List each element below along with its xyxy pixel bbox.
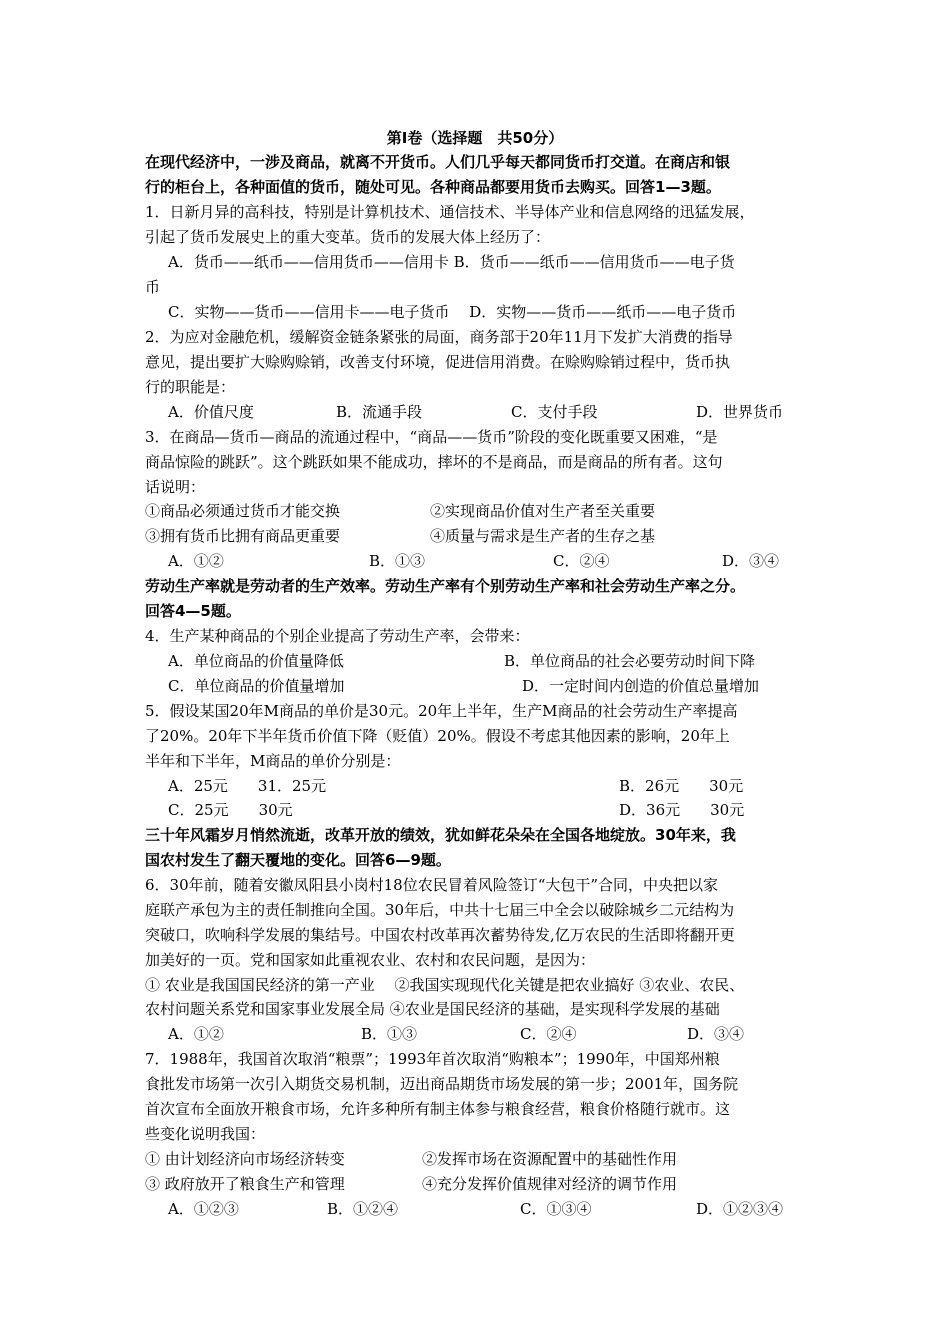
question-5-option-b: B．26元 30元 [619, 777, 744, 795]
question-3-item: ③拥有货币比拥有商品更重要 [145, 527, 341, 545]
question-6-stem: 农村问题关系党和国家事业发展全局 ④农业是国民经济的基础，是实现科学发展的基础 [145, 1000, 720, 1018]
question-1-option: A．货币——纸币——信用货币——信用卡 B．货币——纸币——信用货币——电子货 [168, 253, 735, 271]
question-3-item: ①商品必须通过货币才能交换 [145, 502, 341, 520]
question-3-option-a: A．①② [168, 552, 224, 570]
question-6-stem: 突破口，吹响科学发展的集结号。中国农村改革再次蓄势待发,亿万农民的生活即将翻开更 [145, 926, 735, 944]
question-2-option-b: B．流通手段 [336, 403, 423, 421]
question-4-stem: 4．生产某种商品的个别企业提高了劳动生产率，会带来： [145, 627, 530, 645]
question-4-option-b: B．单位商品的社会必要劳动时间下降 [504, 652, 756, 670]
question-3-option-c: C．②④ [553, 552, 610, 570]
question-7-item: ③ 政府放开了粮食生产和管理 [145, 1175, 345, 1193]
intro-line: 回答4—5题。 [145, 602, 241, 620]
question-7-stem: 7．1988年，我国首次取消“粮票”；1993年首次取消“购粮本”；1990年，中国郑州粮 [145, 1050, 720, 1068]
question-5-stem: 了20%。20年下半年货币价值下降（贬值）20%。假设不考虑其他因素的影响，20年上 [145, 727, 730, 745]
question-2-option-a: A．价值尺度 [168, 403, 254, 421]
question-7-item: ②发挥市场在资源配置中的基础性作用 [422, 1150, 678, 1168]
intro-line: 国农村发生了翻天覆地的变化。回答6—9题。 [145, 851, 451, 869]
question-2-stem: 意见，提出要扩大赊购赊销，改善支付环境，促进信用消费。在赊购赊销过程中，货币执 [145, 353, 731, 371]
question-7-item: ④充分发挥价值规律对经济的调节作用 [422, 1175, 678, 1193]
intro-line: 行的柜台上，各种面值的货币，随处可见。各种商品都要用货币去购买。回答1—3题。 [145, 178, 721, 196]
question-7-stem: 首次宣布全面放开粮食市场，允许多种所有制主体参与粮食经营，粮食价格随行就市。这 [145, 1100, 731, 1118]
intro-line: 在现代经济中，一涉及商品，就离不开货币。人们几乎每天都同货币打交道。在商店和银 [145, 153, 731, 171]
question-7-option-b: B．①②④ [327, 1200, 399, 1218]
question-3-stem: 商品惊险的跳跃”。这个跳跃如果不能成功，摔坏的不是商品，而是商品的所有者。这句 [145, 453, 723, 471]
question-6-stem: 6．30年前，随着安徽凤阳县小岗村18位农民冒着风险签订“大包干”合同，中央把以家 [145, 876, 719, 894]
question-6-stem: 庭联产承包为主的责任制推向全国。30年后，中共十七届三中全会以破除城乡二元结构为 [145, 901, 735, 919]
question-5-stem: 5．假设某国20年M商品的单价是30元。20年上半年，生产M商品的社会劳动生产率提高 [145, 702, 738, 720]
question-2-option-d: D．世界货币 [696, 403, 784, 421]
question-2-option-c: C．支付手段 [511, 403, 598, 421]
question-6-option-b: B．①③ [361, 1025, 418, 1043]
question-6-option-d: D．③④ [687, 1025, 745, 1043]
question-7-option-d: D．①②③④ [696, 1200, 784, 1218]
question-2-stem: 2．为应对金融危机，缓解资金链条紧张的局面，商务部于20年11月下发扩大消费的指导 [145, 328, 733, 346]
question-4-option-a: A．单位商品的价值量降低 [168, 652, 344, 670]
question-6-stem: 加美好的一页。党和国家如此重视农业、农村和农民问题，是因为： [145, 951, 596, 969]
question-3-item: ②实现商品价值对生产者至关重要 [430, 502, 656, 520]
question-7-option-a: A．①②③ [168, 1200, 239, 1218]
question-3-item: ④质量与需求是生产者的生存之基 [430, 527, 656, 545]
question-4-option-c: C．单位商品的价值量增加 [168, 677, 345, 695]
question-1-option: C．实物——货币——信用卡——电子货币 D．实物——货币——纸币——电子货币 [168, 303, 737, 321]
section-title: 第Ⅰ卷（选择题 共50分） [386, 129, 564, 147]
question-1-option: 币 [145, 278, 161, 296]
question-6-option-a: A．①② [168, 1025, 224, 1043]
question-7-item: ① 由计划经济向市场经济转变 [145, 1150, 345, 1168]
question-1-stem: 引起了货币发展史上的重大变革。货币的发展大体上经历了： [145, 228, 551, 246]
question-5-option-a: A．25元 31．25元 [168, 777, 327, 795]
intro-line: 劳动生产率就是劳动者的生产效率。劳动生产率有个别劳动生产率和社会劳动生产率之分。 [145, 577, 746, 595]
question-2-stem: 行的职能是： [145, 378, 236, 396]
question-3-stem: 3．在商品—货币—商品的流通过程中，“商品——货币”阶段的变化既重要又困难，“是 [145, 428, 718, 446]
intro-line: 三十年风霜岁月悄然流逝，改革开放的绩效，犹如鲜花朵朵在全国各地绽放。30年来，我 [145, 826, 736, 844]
question-5-option-c: C．25元 30元 [168, 801, 293, 819]
question-3-stem: 话说明： [145, 478, 206, 496]
question-7-stem: 些变化说明我国： [145, 1125, 266, 1143]
question-6-stem: ① 农业是我国国民经济的第一产业 ②我国实现现代化关键是把农业搞好 ③农业、农民、 [145, 976, 745, 994]
question-7-stem: 食批发市场第一次引入期货交易机制，迈出商品期货市场发展的第一步；2001年，国务院 [145, 1075, 739, 1093]
question-4-option-d: D．一定时间内创造的价值总量增加 [522, 677, 760, 695]
question-3-option-d: D．③④ [722, 552, 780, 570]
question-5-option-d: D．36元 30元 [619, 801, 745, 819]
question-7-option-c: C．①③④ [520, 1200, 592, 1218]
question-3-option-b: B．①③ [369, 552, 426, 570]
question-6-option-c: C．②④ [520, 1025, 577, 1043]
question-5-stem: 半年和下半年，M商品的单价分别是： [145, 752, 401, 770]
question-1-stem: 1．日新月异的高科技，特别是计算机技术、通信技术、半导体产业和信息网络的迅猛发展， [145, 203, 755, 221]
